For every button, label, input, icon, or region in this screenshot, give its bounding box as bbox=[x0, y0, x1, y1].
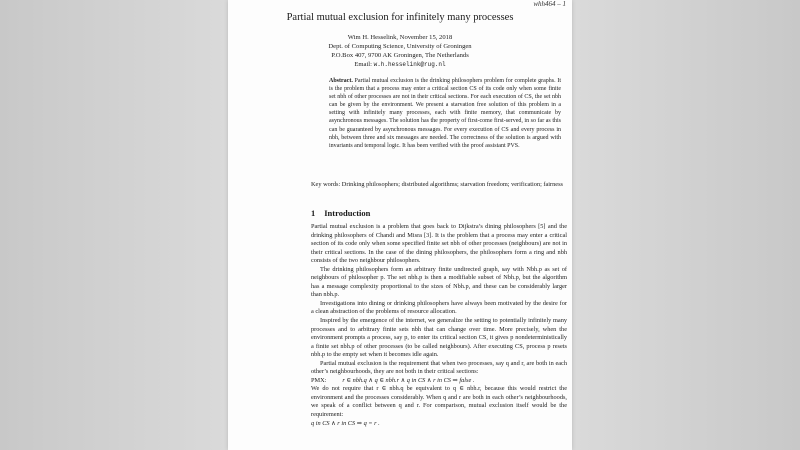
paragraph-5: Partial mutual exclusion is the requirement that when two processes, say q and r, are both in each other’s neighbourhoods, they are not both in their critical sections: bbox=[311, 359, 567, 376]
final-formula bbox=[311, 420, 567, 429]
abstract-label: Abstract. bbox=[329, 78, 353, 84]
section-heading bbox=[311, 208, 370, 218]
paragraph-4: Inspired by the emergence of the internet, we generalize the setting to potentially infinitely many processes and to arbitrary finite sets nbh that can change over time. More precisely, when the environment prompts a process, say p, to enter its critical section CS, it gives p nondeterministically a finite set nbh.p of other processes (to be called neighbours). After executing CS, process p resets nbh.p to the empty set when it becomes idle again. bbox=[311, 317, 567, 359]
affiliation-line-2: P.O.Box 407, 9700 AK Groningen, The Netherlands bbox=[331, 52, 469, 59]
mutual-exclusion-formula: q in CS ∧ r in CS ⇒ q = r . bbox=[311, 419, 380, 427]
abstract bbox=[329, 77, 561, 150]
keywords: Key words: Drinking philosophers; distributed algorithms; starvation freedom; verification; fairness bbox=[311, 181, 563, 188]
email-address[interactable]: w.h.hesselink@rug.nl bbox=[373, 61, 446, 68]
author-line: Wim H. Hesselink, November 15, 2018 bbox=[347, 34, 453, 41]
right-background bbox=[572, 0, 800, 450]
author-block bbox=[228, 33, 572, 69]
section-title: Introduction bbox=[324, 208, 371, 218]
pmx-label: PMX: bbox=[311, 376, 327, 384]
abstract-text: Partial mutual exclusion is the drinking philosophers problem for complete graphs. It is the problem that a process may enter a critical section CS of its code only when some finite set nbh of other processes are not in their critical sections. For each execution of CS, the set nbh can be given by the environment. We present a starvation free solution of this problem in a setting with infinitely many processes, each with finite memory, that communicate by asynchronous messages. The solution has the property of first-come first-served, in so far as this can be guaranteed by asynchronous messages. For every execution of CS and every process in nbh, between three and six messages are needed. The correctness of the solution is argued with invariants and temporal logic. It has been verified with the proof assistant PVS. bbox=[329, 78, 562, 149]
paper-title: Partial mutual exclusion for infinitely many processes bbox=[286, 12, 514, 23]
pmx-formula-line bbox=[311, 377, 567, 386]
paper-page bbox=[228, 0, 572, 450]
page-header-ref: whh464 – 1 bbox=[533, 0, 566, 8]
pmx-formula: r ∈ nbh.q ∧ q ∈ nbh.r ∧ q in CS ∧ r in CS ⇒ false . bbox=[342, 376, 475, 384]
paragraph-1: Partial mutual exclusion is a problem that goes back to Dijkstra’s dining philosophers [5] and the drinking philosophers of Chandi and Misra [3]. It is the problem that a process may enter a critical section of its code only when some specified finite set nbh of other processes (neighbours) are not in their critical sections. In the case of the dining philosophers, the philosophers form a ring and nbh consists of the two neighbour philosophers. bbox=[311, 223, 567, 265]
email-line bbox=[228, 60, 572, 69]
email-label: Email: bbox=[354, 61, 374, 68]
paragraph-6: We do not require that r ∈ nbh.q be equivalent to q ∈ nbh.r, because this would restrict the environment and the processes considerably. When q and r are both in each other’s neighbourhoods, we speak of a conflict between q and r. For comparison, mutual exclusion itself would be the requirement: bbox=[311, 385, 567, 419]
paragraph-3: Investigations into dining or drinking philosophers have always been motivated by the desire for a clean abstraction of the problems of resource allocation. bbox=[311, 299, 567, 316]
affiliation-line-1: Dept. of Computing Science, University of Groningen bbox=[328, 43, 472, 50]
left-background bbox=[0, 0, 228, 450]
section-number: 1 bbox=[311, 208, 316, 218]
paragraph-2: The drinking philosophers form an arbitrary finite undirected graph, say with Nbh.p as set of neighbours of philosopher p. The set nbh.p is then a modifiable subset of Nbh.p, but the algorithm has a message complexity proportional to the sizes of Nbh.p, and these can be considerably larger than nbh.p. bbox=[311, 265, 567, 299]
body-text bbox=[311, 223, 567, 428]
